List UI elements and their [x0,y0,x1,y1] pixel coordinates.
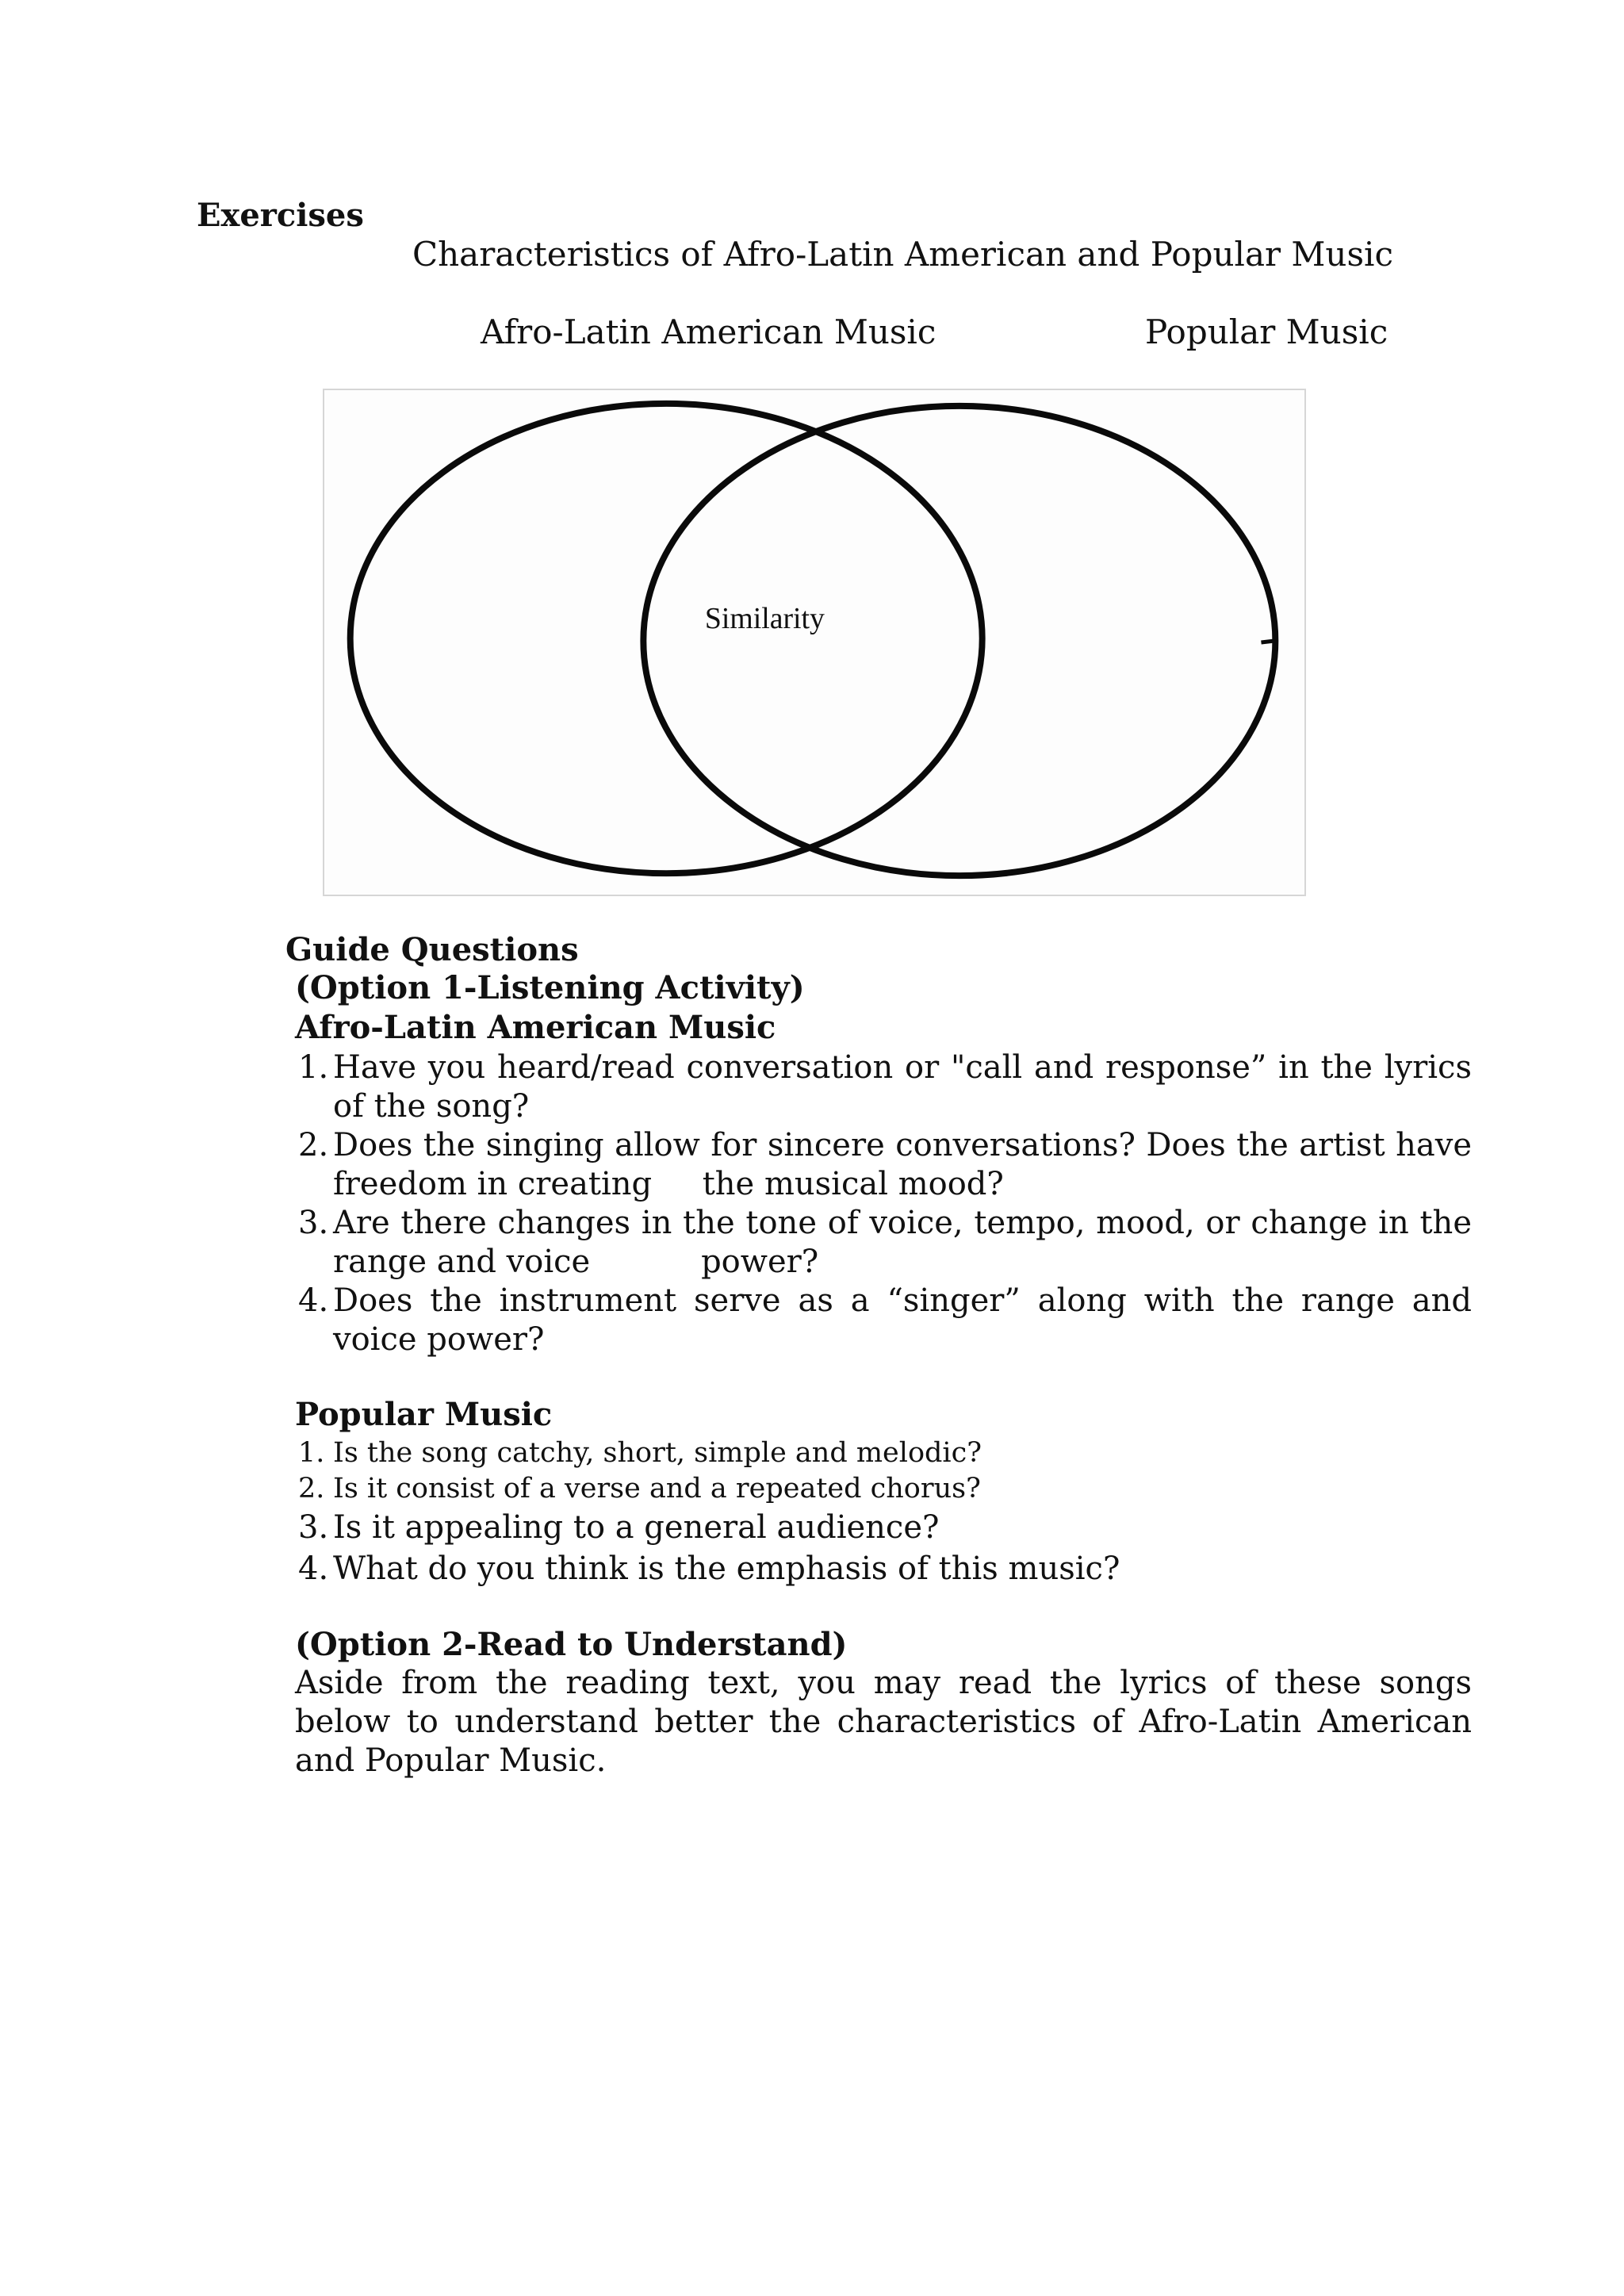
question-number: 1. [298,1049,329,1086]
afro-question-list [295,1048,1472,1359]
venn-overlap-label: Similarity [704,602,825,636]
question-number: 4. [298,1282,329,1319]
question-number: 1. [298,1437,325,1469]
question-number: 4. [298,1550,329,1587]
question-text: Is it appealing to a general audience? [333,1509,940,1546]
list-item [295,1126,1472,1204]
option1-title: (Option 1-Listening Activity) [295,969,805,1006]
question-number: 3. [298,1205,329,1241]
venn-diagram [323,389,1306,896]
question-text: Are there changes in the tone of voice, tempo, mood, or change in the range and voice power? [333,1205,1472,1280]
venn-left-label: Afro-Latin American Music [481,312,936,351]
question-number: 2. [298,1473,325,1504]
list-item [295,1471,1472,1507]
venn-left-circle [350,404,982,873]
question-text: Does the instrument serve as a “singer” along with the range and voice power? [333,1282,1472,1358]
question-number: 2. [298,1127,329,1163]
question-text: Have you heard/read conversation or "call and response” in the lyrics of the song? [333,1049,1472,1125]
option2-title: (Option 2-Read to Understand) [295,1626,848,1663]
venn-right-circle [643,406,1275,876]
question-number: 3. [298,1509,329,1546]
venn-right-label: Popular Music [1145,312,1388,351]
page-title: Characteristics of Afro-Latin American and Popular Music [412,235,1393,274]
list-item [295,1548,1472,1589]
list-item [295,1048,1472,1126]
list-item [295,1507,1472,1548]
list-item [295,1282,1472,1359]
question-text: Does the singing allow for sincere conversations? Does the artist have freedom in creating the musical mood? [333,1127,1472,1202]
option2-paragraph: Aside from the reading text, you may read the lyrics of these songs below to understand better the characteristics of Afro-Latin American and Popular Music. [295,1665,1472,1779]
popular-question-list [295,1435,1472,1589]
question-text: What do you think is the emphasis of this music? [333,1550,1120,1587]
afro-latin-section-title: Afro-Latin American Music [295,1009,776,1046]
venn-tick-mark [1261,641,1274,642]
list-item [295,1435,1472,1471]
question-text: Is it consist of a verse and a repeated chorus? [333,1473,981,1504]
popular-section-title: Popular Music [295,1396,553,1433]
exercises-heading: Exercises [197,197,364,234]
question-text: Is the song catchy, short, simple and melodic? [333,1437,982,1469]
guide-questions-title: Guide Questions [285,931,579,968]
list-item [295,1204,1472,1282]
